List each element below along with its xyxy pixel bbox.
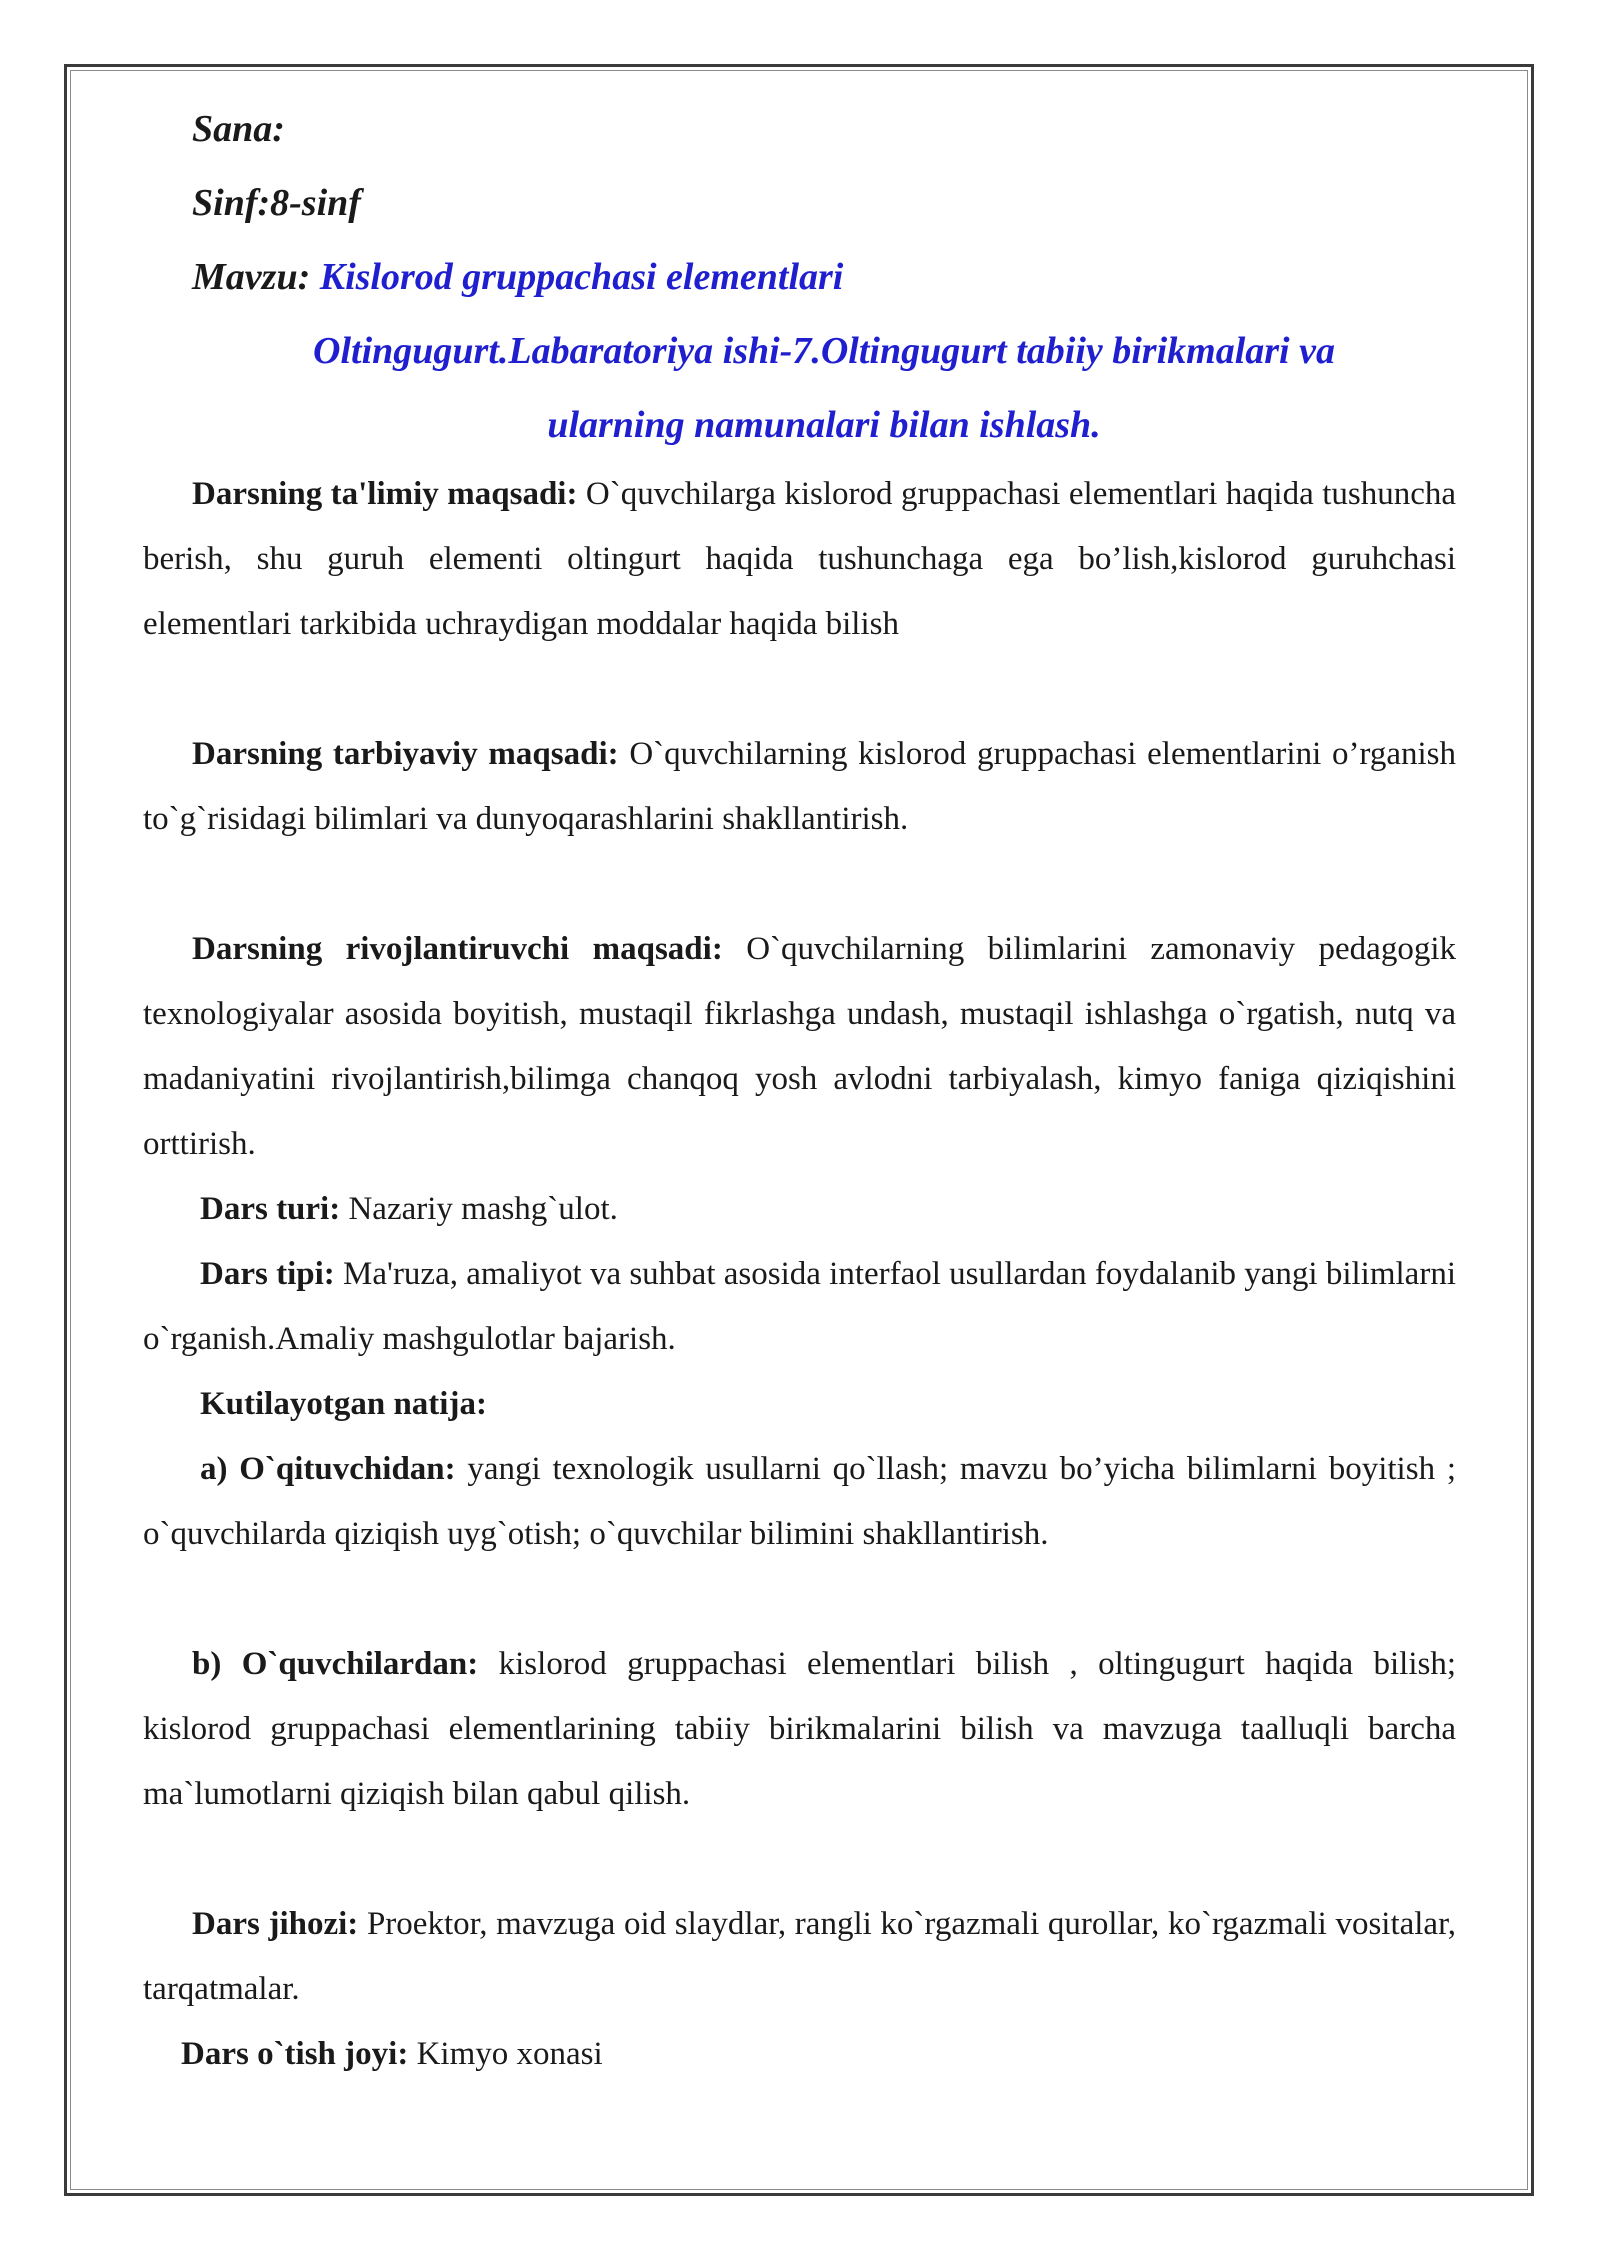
from-teacher-text: yangi texnologik usullarni qo`llash; mavzu bo’yicha bilimlarni boyitish ; o`quvchilarda qiziqish uyg`otish; o`quvchilar bilimini shakllantirish. — [143, 1451, 1457, 1552]
topic-label: Mavzu: — [192, 256, 320, 298]
from-teacher — [143, 1437, 1456, 1567]
lesson-type-text: Nazariy mashg`ulot. — [340, 1191, 618, 1227]
lesson-equipment — [143, 1892, 1456, 2022]
lesson-kind-label: Dars tipi: — [200, 1256, 335, 1292]
from-students-text: kislorod gruppachasi elementlari bilish , oltingugurt haqida bilish; kislorod gruppachasi elementlarining tabiiy birikmalarini bilish va mavzuga taalluqli barcha ma`lumotlarni qiziqish bilan qabul qilish. — [143, 1646, 1456, 1812]
lesson-type-label: Dars turi: — [200, 1191, 341, 1227]
lesson-type — [143, 1177, 1456, 1242]
lesson-kind — [143, 1242, 1456, 1372]
upbringing-goal-label: Darsning tarbiyaviy maqsadi: — [192, 736, 619, 772]
topic-title-line-3: ularning namunalari bilan ishlash. — [547, 404, 1101, 446]
upbringing-goal — [143, 722, 1456, 852]
from-students — [143, 1632, 1456, 1827]
expected-result-label: Kutilayotgan natija: — [200, 1386, 487, 1422]
upbringing-goal-text: O`quvchilarning kislorod gruppachasi elementlarini o’rganish to`g`risidagi bilimlari va dunyoqarashlarini shakllantirish. — [143, 736, 1456, 837]
developmental-goal — [143, 917, 1456, 1177]
educational-goal — [143, 462, 1456, 657]
class-label: Sinf:8-sinf — [192, 182, 361, 224]
document-body — [143, 92, 1456, 2087]
lesson-location-text: Kimyo xonasi — [408, 2036, 603, 2072]
topic-title-line-2: Oltingugurt.Labaratoriya ishi-7.Oltingugurt tabiiy birikmalari va — [313, 330, 1335, 372]
lesson-location-label: Dars o`tish joyi: — [181, 2036, 409, 2072]
topic-value: Kislorod gruppachasi elementlari — [319, 256, 844, 298]
lesson-equipment-label: Dars jihozi: — [192, 1906, 359, 1942]
from-students-label: b) O`quvchilardan: — [192, 1646, 479, 1682]
developmental-goal-text: O`quvchilarning bilimlarini zamonaviy pedagogik texnologiyalar asosida boyitish, mustaqil fikrlashga undash, mustaqil ishlashga o`rgatish, nutq va madaniyatini rivojlantirish,bilimga chanqoq yosh avlodni tarbiyalash, kimyo faniga qiziqishini orttirish. — [143, 931, 1456, 1162]
educational-goal-text: O`quvchilarga kislorod gruppachasi elementlari haqida tushuncha berish, shu guruh elementi oltingurt haqida tushunchaga ega bo’lish,kislorod guruhchasi elementlari tarkibida uchraydigan moddalar haqida bilish — [143, 476, 1456, 642]
expected-result — [143, 1372, 1456, 1437]
topic-line — [143, 240, 1456, 314]
developmental-goal-label: Darsning rivojlantiruvchi maqsadi: — [192, 931, 723, 967]
educational-goal-label: Darsning ta'limiy maqsadi: — [192, 476, 578, 512]
date-label: Sana: — [192, 108, 285, 150]
lesson-kind-text: Ma'ruza, amaliyot va suhbat asosida interfaol usullardan foydalanib yangi bilimlarni o`rganish.Amaliy mashgulotlar bajarish. — [143, 1256, 1456, 1357]
lesson-location — [143, 2022, 1456, 2087]
lesson-equipment-text: Proektor, mavzuga oid slaydlar, rangli ko`rgazmali qurollar, ko`rgazmali vositalar, tarqatmalar. — [143, 1906, 1457, 2007]
from-teacher-label: a) O`qituvchidan: — [200, 1451, 456, 1487]
